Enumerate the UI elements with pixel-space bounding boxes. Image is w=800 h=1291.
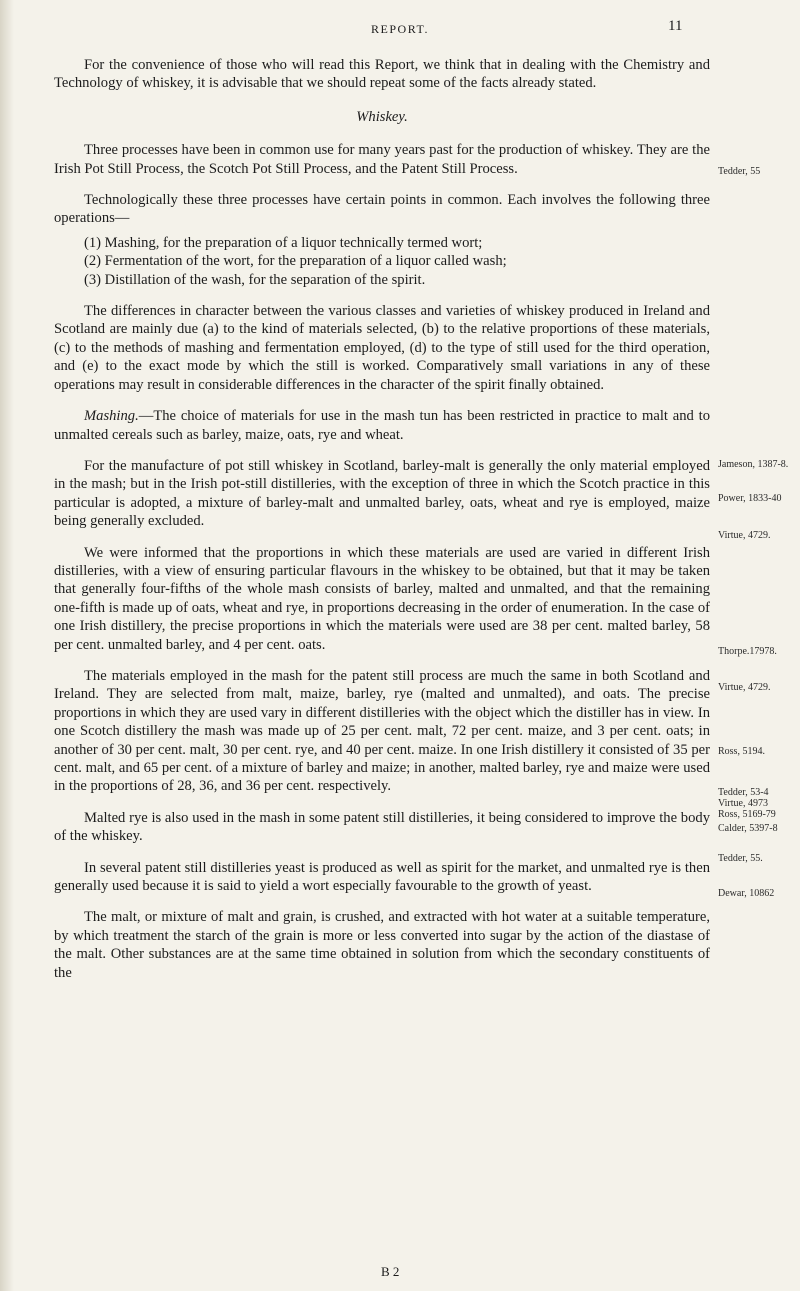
- processes-paragraph: Three processes have been in common use for many years past for the production of whiskey. They are the Irish Pot Still Process, the Scotch Pot Still Process, and the Patent Still Process.: [54, 142, 710, 177]
- differences-paragraph: The differences in character between the various classes and varieties of whiskey produced in Ireland and Scotland are mainly due (a) to the kind of materials selected, (b) to the relative proportions of these materials, (c) to the methods of mashing and fermentation employed, (d) to the type of still used for the third operation, and (e) to the exact mode by which the still is worked. Comparatively small variations in any of these operations may result in considerable differences in the character of the spirit finally obtained.: [54, 303, 710, 393]
- margin-note: Tedder, 55.: [718, 853, 763, 864]
- malt-extraction-paragraph: The malt, or mixture of malt and grain, is crushed, and extracted with hot water at a suitable temperature, by which treatment the starch of the grain is more or less converted into sugar by the action of the diastase of the malt. Other substances are at the same time obtained in solution from which the secondary constituents of the: [54, 909, 710, 981]
- operation-item: (2) Fermentation of the wort, for the preparation of a liquor called wash;: [84, 253, 507, 270]
- operation-item: (3) Distillation of the wash, for the separation of the spirit.: [84, 271, 426, 288]
- intro-paragraph: For the convenience of those who will read this Report, we think that in dealing with the Chemistry and Technology of whiskey, it is advisable that we should repeat some of the facts already stated.: [54, 57, 710, 92]
- running-head: REPORT.: [371, 22, 429, 36]
- margin-note: Virtue, 4729.: [718, 530, 771, 541]
- malted-rye-paragraph: Malted rye is also used in the mash in some patent still distilleries, it being considered to improve the body of the whiskey.: [54, 809, 710, 845]
- margin-note: Ross, 5169-79: [718, 809, 776, 820]
- operation-item: (1) Mashing, for the preparation of a liquor technically termed wort;: [84, 234, 483, 251]
- section-heading: Whiskey.: [356, 108, 408, 125]
- mashing-paragraph: [54, 407, 710, 444]
- margin-note: Calder, 5397-8: [718, 823, 778, 834]
- page-number: 11: [668, 18, 683, 34]
- mashing-text: —The choice of materials for use in the mash tun has been restricted in practice to malt and to unmalted cereals such as barley, maize, oats, rye and wheat.: [54, 408, 710, 443]
- pot-still-paragraph: For the manufacture of pot still whiskey in Scotland, barley-malt is generally the only material employed in the mash; but in the Irish pot-still distilleries, with the exception of three in which the Scotch practice in this particular is adopted, a mixture of barley-malt and unmalted barley, oats, wheat and rye is employed, maize being generally excluded.: [54, 457, 710, 530]
- margin-note: Virtue, 4973: [718, 798, 768, 809]
- mashing-runin-heading: Mashing.: [84, 408, 139, 425]
- margin-note: Power, 1833-40: [718, 493, 782, 504]
- yeast-paragraph: In several patent still distilleries yeast is produced as well as spirit for the market, and unmalted rye is then generally used because it is said to yield a wort especially favourable to the growth of yeast.: [54, 859, 710, 895]
- irish-proportions-paragraph: We were informed that the proportions in which these materials are used are varied in different Irish distilleries, with a view of ensuring particular flavours in the whiskey to be obtained, but that it may be taken that generally four-fifths of the whole mash consists of barley, malted and unmalted, and that the remaining one-fifth is made up of oats, wheat and rye, in proportions decreasing in the order of enumeration. In the case of one Irish distillery, the precise proportions in which the materials were used are 38 per cent. malted barley, 58 per cent. unmalted barley, and 4 per cent. oats.: [54, 544, 710, 653]
- margin-note: Tedder, 55: [718, 166, 761, 177]
- signature-mark: B 2: [381, 1264, 400, 1279]
- margin-note: Jameson, 1387-8.: [718, 459, 789, 470]
- margin-note: Tedder, 53-4: [718, 787, 769, 798]
- page-edge-shadow: [0, 0, 14, 1291]
- page-header: [0, 18, 800, 38]
- margin-note: Virtue, 4729.: [718, 682, 771, 693]
- margin-note: Dewar, 10862: [718, 888, 775, 899]
- patent-still-paragraph: The materials employed in the mash for the patent still process are much the same in both Scotland and Ireland. They are selected from malt, maize, barley, rye (malted and unmalted), and oats. The precise proportions in which they are used vary in different distilleries with the object which the distiller has in view. In one Scotch distillery the mash was made up of 25 per cent. malt, 72 per cent. maize, and 3 per cent. oats; in another of 30 per cent. malt, 30 per cent. rye, and 40 per cent. maize. In one Irish distillery it consisted of 35 per cent. malt, and 65 per cent. of a mixture of barley and maize; in another, malted barley, rye and maize were used in the proportions of 28, 36, and 36 per cent. respectively.: [54, 667, 710, 795]
- margin-notes: [718, 0, 798, 1291]
- body-text: [54, 56, 710, 995]
- technology-paragraph: Technologically these three processes have certain points in common. Each involves the following three operations—: [54, 192, 710, 227]
- margin-note: Thorpe.17978.: [718, 646, 777, 657]
- margin-note: Ross, 5194.: [718, 746, 765, 757]
- operations-list: [84, 234, 710, 289]
